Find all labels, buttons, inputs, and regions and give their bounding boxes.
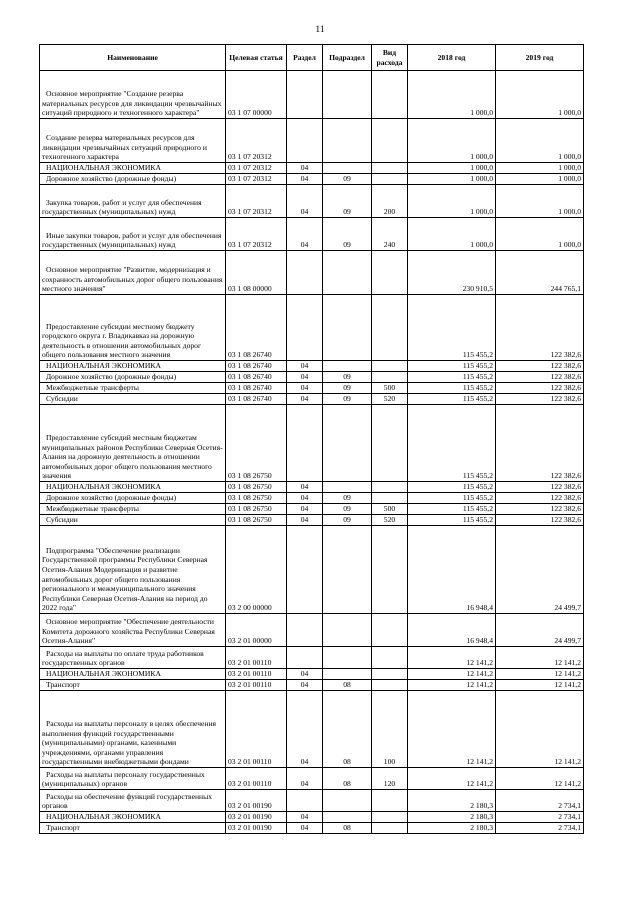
row-target-article: 03 2 01 00190 xyxy=(226,812,287,823)
row-target-article: 03 1 07 20312 xyxy=(226,119,287,163)
row-subsection: 09 xyxy=(323,504,372,515)
row-subsection: 09 xyxy=(323,218,372,251)
header-section: Раздел xyxy=(287,45,323,71)
row-amount-2018: 115 455,2 xyxy=(408,504,496,515)
row-amount-2019: 122 382,6 xyxy=(496,383,584,394)
row-section: 04 xyxy=(287,383,323,394)
table-row xyxy=(40,680,584,691)
row-section xyxy=(287,295,323,361)
row-target-article: 03 1 07 00000 xyxy=(226,71,287,119)
row-section: 04 xyxy=(287,680,323,691)
row-amount-2019: 1 000,0 xyxy=(496,119,584,163)
row-subsection: 08 xyxy=(323,691,372,768)
table-row xyxy=(40,614,584,647)
row-section: 04 xyxy=(287,823,323,834)
row-name: Расходы на обеспечение функций государственных органов xyxy=(40,790,226,812)
row-amount-2018: 115 455,2 xyxy=(408,295,496,361)
row-expense-type xyxy=(372,482,408,493)
row-name: НАЦИОНАЛЬНАЯ ЭКОНОМИКА xyxy=(40,812,226,823)
row-name: Межбюджетные трансферты xyxy=(40,383,226,394)
row-amount-2019: 24 499,7 xyxy=(496,526,584,614)
row-amount-2018: 2 180,3 xyxy=(408,790,496,812)
budget-table xyxy=(39,44,584,834)
row-amount-2019: 12 141,2 xyxy=(496,647,584,669)
row-expense-type: 100 xyxy=(372,691,408,768)
row-subsection: 09 xyxy=(323,383,372,394)
row-section: 04 xyxy=(287,691,323,768)
table-row xyxy=(40,823,584,834)
table-row xyxy=(40,504,584,515)
row-section: 04 xyxy=(287,768,323,790)
row-name: Расходы на выплаты персоналу государственных (муниципальных) органов xyxy=(40,768,226,790)
row-target-article: 03 1 07 20312 xyxy=(226,163,287,174)
row-expense-type xyxy=(372,119,408,163)
row-expense-type xyxy=(372,361,408,372)
row-target-article: 03 1 08 26740 xyxy=(226,361,287,372)
row-expense-type xyxy=(372,174,408,185)
row-target-article: 03 2 01 00110 xyxy=(226,647,287,669)
row-section: 04 xyxy=(287,174,323,185)
table-row xyxy=(40,372,584,383)
row-name: Транспорт xyxy=(40,680,226,691)
row-section: 04 xyxy=(287,361,323,372)
row-expense-type: 240 xyxy=(372,218,408,251)
row-amount-2019: 1 000,0 xyxy=(496,185,584,218)
row-target-article: 03 2 01 00110 xyxy=(226,768,287,790)
row-expense-type xyxy=(372,251,408,295)
table-row xyxy=(40,71,584,119)
row-section xyxy=(287,119,323,163)
row-amount-2018: 115 455,2 xyxy=(408,394,496,405)
row-amount-2018: 115 455,2 xyxy=(408,515,496,526)
row-section xyxy=(287,614,323,647)
row-amount-2018: 1 000,0 xyxy=(408,218,496,251)
row-amount-2019: 122 382,6 xyxy=(496,504,584,515)
row-subsection: 08 xyxy=(323,680,372,691)
header-year-2018: 2018 год xyxy=(408,45,496,71)
table-row xyxy=(40,647,584,669)
row-amount-2019: 122 382,6 xyxy=(496,493,584,504)
row-section: 04 xyxy=(287,482,323,493)
row-target-article: 03 1 07 20312 xyxy=(226,174,287,185)
row-section xyxy=(287,71,323,119)
row-section: 04 xyxy=(287,669,323,680)
header-year-2019: 2019 год xyxy=(496,45,584,71)
row-amount-2018: 230 910,5 xyxy=(408,251,496,295)
row-name: Основное мероприятие "Развитие, модернизация и сохранность автомобильных дорог общего пользования местного значения" xyxy=(40,251,226,295)
row-amount-2018: 1 000,0 xyxy=(408,174,496,185)
row-expense-type: 520 xyxy=(372,515,408,526)
page-number: 11 xyxy=(315,25,325,35)
row-name: Субсидии xyxy=(40,515,226,526)
row-amount-2018: 1 000,0 xyxy=(408,119,496,163)
row-subsection xyxy=(323,614,372,647)
row-amount-2019: 24 499,7 xyxy=(496,614,584,647)
row-section: 04 xyxy=(287,493,323,504)
row-subsection: 09 xyxy=(323,394,372,405)
row-section xyxy=(287,526,323,614)
row-section: 04 xyxy=(287,812,323,823)
row-amount-2019: 12 141,2 xyxy=(496,680,584,691)
row-name: Расходы на выплаты по оплате труда работников государственных органов xyxy=(40,647,226,669)
table-row xyxy=(40,812,584,823)
row-amount-2019: 122 382,6 xyxy=(496,405,584,482)
row-subsection xyxy=(323,669,372,680)
header-expense-type: Вид расхода xyxy=(372,45,408,71)
row-name: НАЦИОНАЛЬНАЯ ЭКОНОМИКА xyxy=(40,482,226,493)
table-row xyxy=(40,361,584,372)
row-section: 04 xyxy=(287,394,323,405)
row-expense-type xyxy=(372,680,408,691)
row-target-article: 03 1 08 26750 xyxy=(226,493,287,504)
table-row xyxy=(40,383,584,394)
row-amount-2019: 122 382,6 xyxy=(496,361,584,372)
row-subsection xyxy=(323,790,372,812)
row-amount-2019: 244 765,1 xyxy=(496,251,584,295)
row-amount-2018: 115 455,2 xyxy=(408,372,496,383)
row-section xyxy=(287,251,323,295)
table-row xyxy=(40,790,584,812)
row-amount-2019: 12 141,2 xyxy=(496,768,584,790)
table-row xyxy=(40,174,584,185)
row-amount-2018: 2 180,3 xyxy=(408,812,496,823)
row-target-article: 03 1 08 26750 xyxy=(226,515,287,526)
table-row xyxy=(40,493,584,504)
row-name: Дорожное хозяйство (дорожные фонды) xyxy=(40,372,226,383)
row-amount-2018: 2 180,3 xyxy=(408,823,496,834)
row-expense-type xyxy=(372,526,408,614)
row-name: Подпрограмма "Обеспечение реализации Государственной программы Республики Северная Осетия-Алания Модернизация и развитие автомобильных дорог общего пользования регионального и межмуниципального значения Республики Северная Осетия-Алания на период до 2022 года" xyxy=(40,526,226,614)
row-amount-2019: 1 000,0 xyxy=(496,71,584,119)
row-target-article: 03 2 01 00110 xyxy=(226,680,287,691)
row-target-article: 03 1 08 26750 xyxy=(226,482,287,493)
row-name: Предоставление субсидии местному бюджету городского округа г. Владикавказ на дорожную деятельность в отношении автомобильных дорог общего пользования местного значения xyxy=(40,295,226,361)
row-amount-2018: 12 141,2 xyxy=(408,691,496,768)
row-amount-2019: 2 734,1 xyxy=(496,790,584,812)
row-amount-2019: 1 000,0 xyxy=(496,163,584,174)
row-amount-2018: 115 455,2 xyxy=(408,493,496,504)
table-row xyxy=(40,515,584,526)
row-subsection xyxy=(323,71,372,119)
row-amount-2018: 115 455,2 xyxy=(408,361,496,372)
header-target-article: Целевая статья xyxy=(226,45,287,71)
row-amount-2019: 122 382,6 xyxy=(496,394,584,405)
row-target-article: 03 1 08 26740 xyxy=(226,295,287,361)
row-target-article: 03 1 08 26750 xyxy=(226,504,287,515)
row-amount-2019: 122 382,6 xyxy=(496,482,584,493)
row-name: Иные закупки товаров, работ и услуг для обеспечения государственных (муниципальных) нужд xyxy=(40,218,226,251)
row-amount-2018: 12 141,2 xyxy=(408,669,496,680)
row-target-article: 03 2 01 00190 xyxy=(226,790,287,812)
row-subsection xyxy=(323,295,372,361)
header-subsection: Подраздел xyxy=(323,45,372,71)
row-amount-2019: 12 141,2 xyxy=(496,669,584,680)
row-amount-2018: 16 948,4 xyxy=(408,526,496,614)
row-subsection: 09 xyxy=(323,185,372,218)
row-amount-2019: 1 000,0 xyxy=(496,174,584,185)
row-section xyxy=(287,647,323,669)
row-target-article: 03 2 01 00110 xyxy=(226,691,287,768)
row-name: Межбюджетные трансферты xyxy=(40,504,226,515)
row-target-article: 03 1 08 26740 xyxy=(226,372,287,383)
row-amount-2018: 1 000,0 xyxy=(408,71,496,119)
row-subsection: 09 xyxy=(323,174,372,185)
row-target-article: 03 1 08 26740 xyxy=(226,394,287,405)
row-expense-type xyxy=(372,823,408,834)
row-name: Основное мероприятие "Создание резерва материальных ресурсов для ликвидации чрезвычайных ситуаций природного и техногенного характера" xyxy=(40,71,226,119)
row-name: НАЦИОНАЛЬНАЯ ЭКОНОМИКА xyxy=(40,361,226,372)
table-body xyxy=(40,71,584,834)
row-amount-2018: 115 455,2 xyxy=(408,383,496,394)
table-row xyxy=(40,394,584,405)
table-row xyxy=(40,691,584,768)
row-expense-type xyxy=(372,790,408,812)
row-amount-2019: 12 141,2 xyxy=(496,691,584,768)
row-subsection: 08 xyxy=(323,768,372,790)
row-subsection xyxy=(323,163,372,174)
row-expense-type xyxy=(372,647,408,669)
row-amount-2019: 122 382,6 xyxy=(496,295,584,361)
table-row xyxy=(40,218,584,251)
table-row xyxy=(40,251,584,295)
row-target-article: 03 2 00 00000 xyxy=(226,526,287,614)
row-name: Дорожное хозяйство (дорожные фонды) xyxy=(40,174,226,185)
row-expense-type xyxy=(372,669,408,680)
row-expense-type: 500 xyxy=(372,383,408,394)
table-row xyxy=(40,669,584,680)
row-name: Предоставление субсидий местным бюджетам муниципальных районов Республики Северная Осетия-Алания на дорожную деятельность в отношении автомобильных дорог общего пользования местного значения xyxy=(40,405,226,482)
table-row xyxy=(40,526,584,614)
row-amount-2018: 12 141,2 xyxy=(408,680,496,691)
row-subsection: 09 xyxy=(323,515,372,526)
table-row xyxy=(40,405,584,482)
table-row xyxy=(40,295,584,361)
row-amount-2018: 16 948,4 xyxy=(408,614,496,647)
row-name: Закупка товаров, работ и услуг для обеспечения государственных (муниципальных) нужд xyxy=(40,185,226,218)
row-amount-2018: 115 455,2 xyxy=(408,405,496,482)
row-amount-2019: 122 382,6 xyxy=(496,515,584,526)
row-expense-type xyxy=(372,493,408,504)
row-name: Субсидии xyxy=(40,394,226,405)
row-target-article: 03 1 07 20312 xyxy=(226,185,287,218)
row-expense-type: 120 xyxy=(372,768,408,790)
row-section: 04 xyxy=(287,218,323,251)
table-row xyxy=(40,768,584,790)
row-subsection: 09 xyxy=(323,372,372,383)
row-target-article: 03 1 08 26740 xyxy=(226,383,287,394)
row-amount-2018: 115 455,2 xyxy=(408,482,496,493)
row-expense-type xyxy=(372,295,408,361)
row-expense-type: 520 xyxy=(372,394,408,405)
row-name: НАЦИОНАЛЬНАЯ ЭКОНОМИКА xyxy=(40,163,226,174)
row-target-article: 03 2 01 00000 xyxy=(226,614,287,647)
table-row xyxy=(40,185,584,218)
row-target-article: 03 1 07 20312 xyxy=(226,218,287,251)
row-amount-2019: 2 734,1 xyxy=(496,823,584,834)
row-name: Транспорт xyxy=(40,823,226,834)
row-expense-type xyxy=(372,812,408,823)
row-section: 04 xyxy=(287,372,323,383)
row-amount-2018: 12 141,2 xyxy=(408,768,496,790)
row-section xyxy=(287,405,323,482)
row-expense-type: 200 xyxy=(372,185,408,218)
row-expense-type xyxy=(372,71,408,119)
row-section: 04 xyxy=(287,185,323,218)
row-section xyxy=(287,790,323,812)
row-name: Основное мероприятие "Обеспечение деятельности Комитета дорожного хозяйства Республики Северная Осетия-Алания" xyxy=(40,614,226,647)
row-section: 04 xyxy=(287,163,323,174)
row-section: 04 xyxy=(287,504,323,515)
row-name: Создание резерва материальных ресурсов для ликвидации чрезвычайных ситуаций природного и техногенного характера xyxy=(40,119,226,163)
row-subsection xyxy=(323,647,372,669)
row-name: НАЦИОНАЛЬНАЯ ЭКОНОМИКА xyxy=(40,669,226,680)
table-header xyxy=(40,45,584,71)
row-target-article: 03 1 08 00000 xyxy=(226,251,287,295)
row-amount-2019: 2 734,1 xyxy=(496,812,584,823)
row-expense-type xyxy=(372,614,408,647)
row-subsection xyxy=(323,251,372,295)
row-amount-2018: 1 000,0 xyxy=(408,185,496,218)
row-amount-2018: 12 141,2 xyxy=(408,647,496,669)
row-subsection xyxy=(323,812,372,823)
row-subsection xyxy=(323,361,372,372)
row-subsection xyxy=(323,482,372,493)
row-expense-type xyxy=(372,405,408,482)
row-subsection xyxy=(323,119,372,163)
row-amount-2019: 122 382,6 xyxy=(496,372,584,383)
row-subsection: 08 xyxy=(323,823,372,834)
row-name: Дорожное хозяйство (дорожные фонды) xyxy=(40,493,226,504)
row-expense-type: 500 xyxy=(372,504,408,515)
row-subsection xyxy=(323,405,372,482)
row-section: 04 xyxy=(287,515,323,526)
row-amount-2018: 1 000,0 xyxy=(408,163,496,174)
row-expense-type xyxy=(372,163,408,174)
table-row xyxy=(40,163,584,174)
header-name: Наименование xyxy=(40,45,226,71)
row-expense-type xyxy=(372,372,408,383)
table-row xyxy=(40,482,584,493)
row-target-article: 03 1 08 26750 xyxy=(226,405,287,482)
row-subsection xyxy=(323,526,372,614)
row-amount-2019: 1 000,0 xyxy=(496,218,584,251)
row-target-article: 03 2 01 00190 xyxy=(226,823,287,834)
row-subsection: 09 xyxy=(323,493,372,504)
row-name: Расходы на выплаты персоналу в целях обеспечения выполнения функций государственными (муниципальными) органами, казенными учреждениями, органами управления государственными внебюджетными фондами xyxy=(40,691,226,768)
row-target-article: 03 2 01 00110 xyxy=(226,669,287,680)
table-row xyxy=(40,119,584,163)
